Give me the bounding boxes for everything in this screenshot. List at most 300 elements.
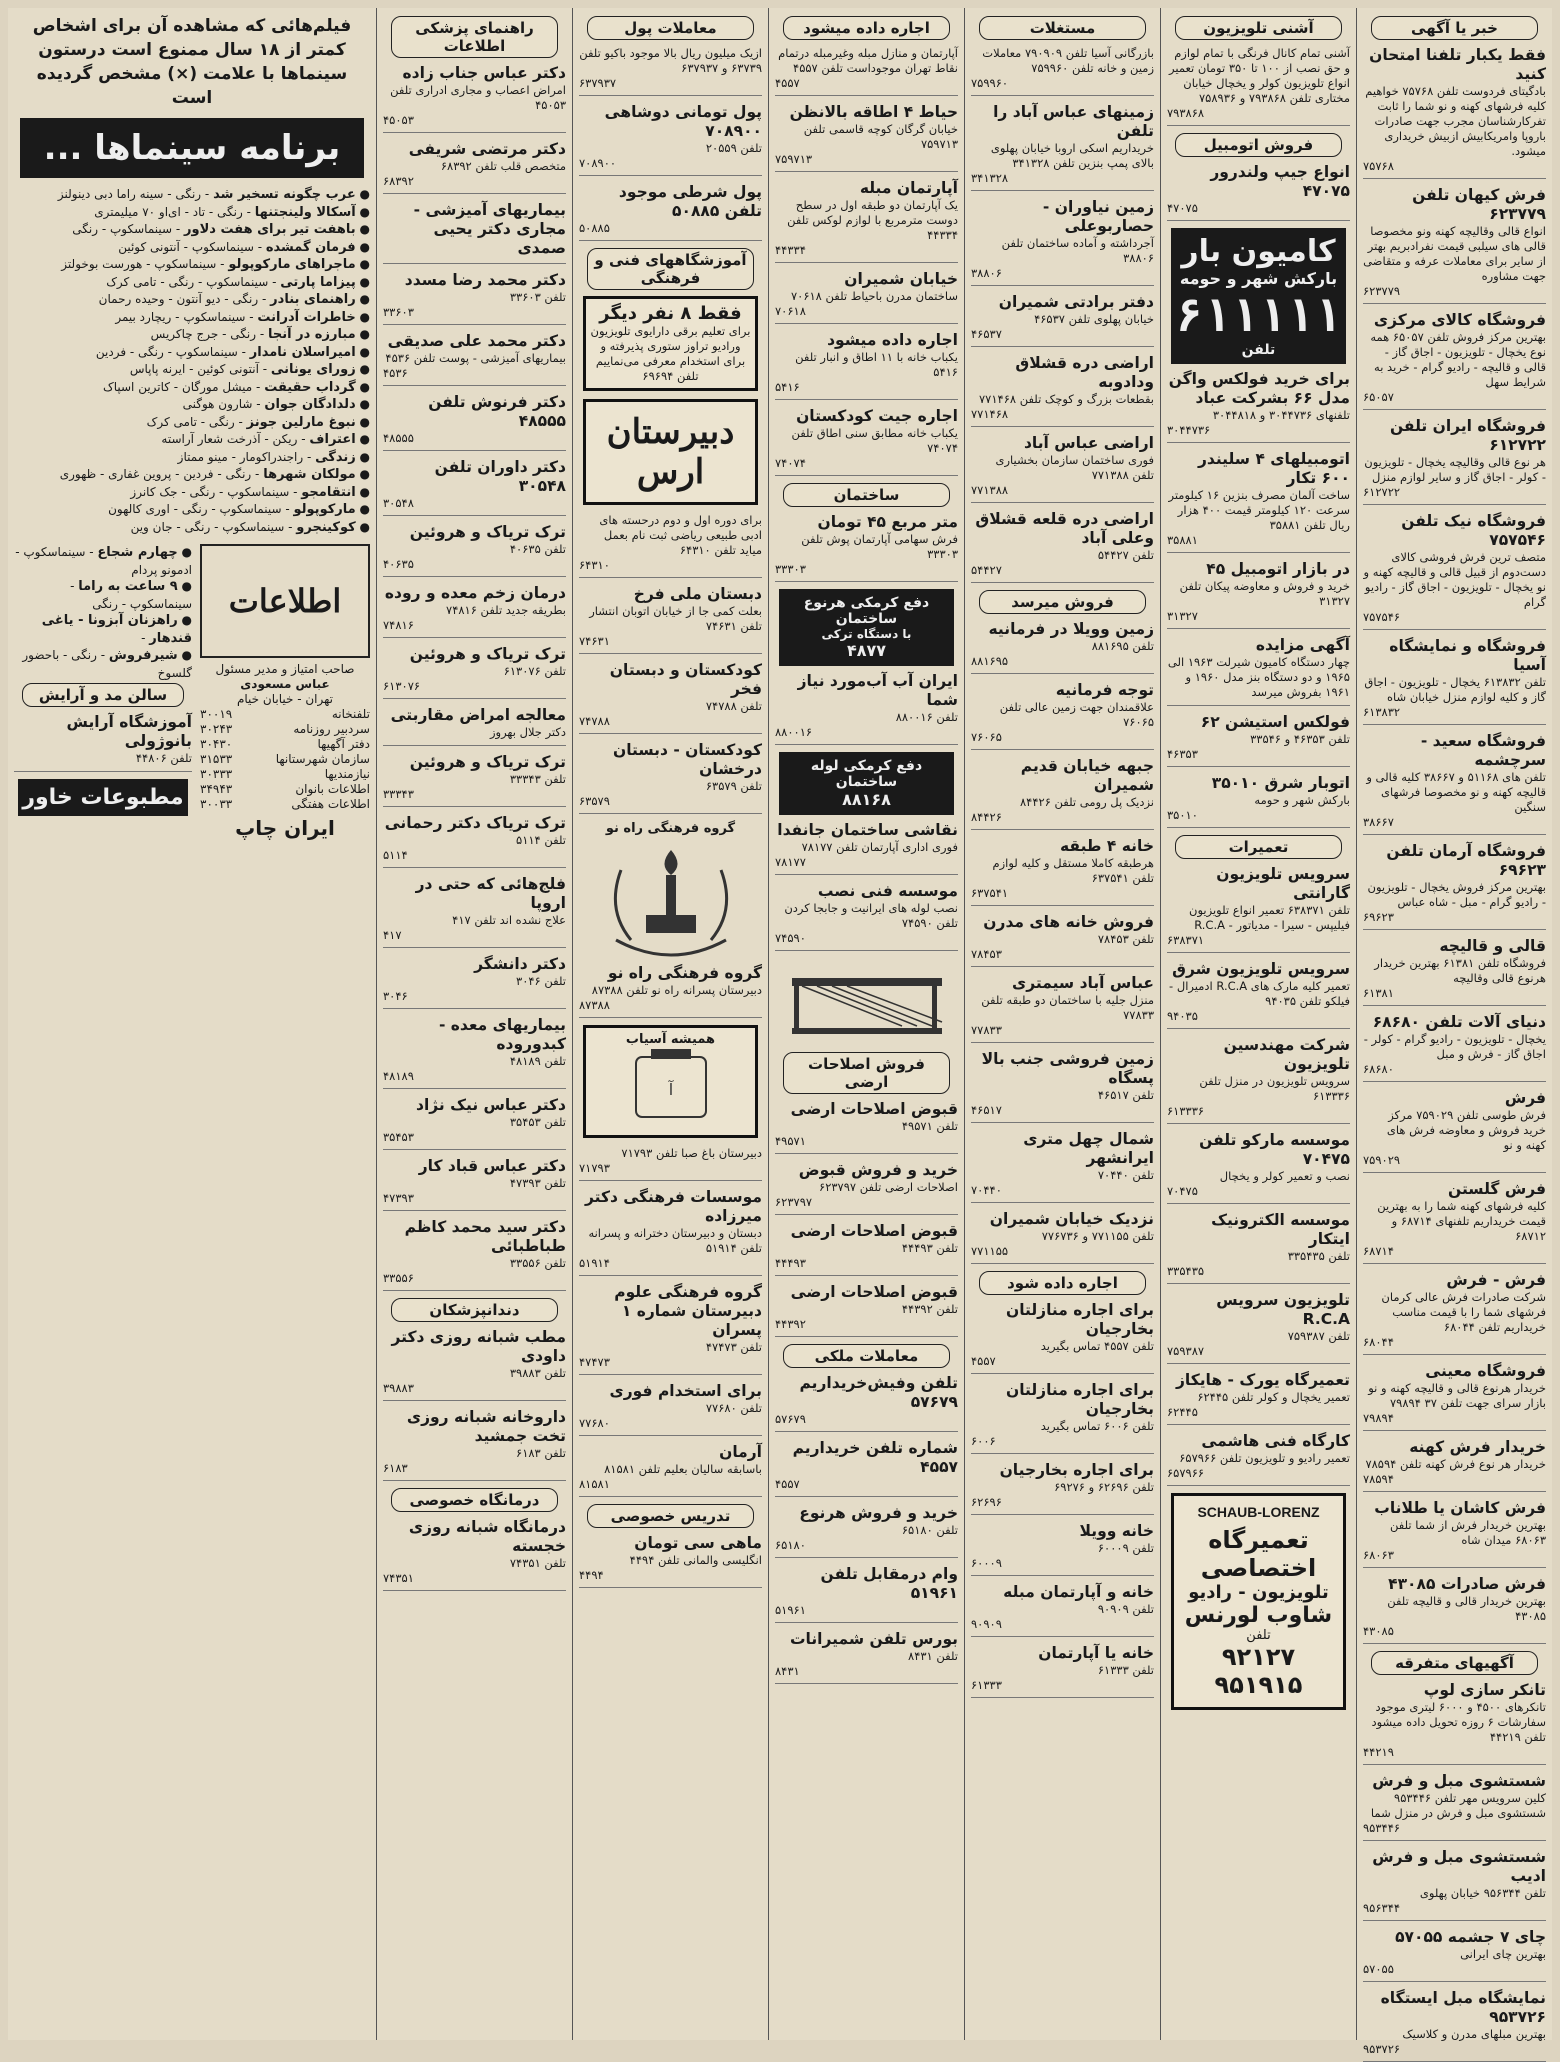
ad-title: زمین وویلا در فرمانیه xyxy=(988,620,1154,638)
ad-title: کودکستان و دبستان فخر xyxy=(609,661,762,698)
ad-phone: ۷۹۳۸۶۸ xyxy=(1167,106,1205,120)
classified-ad xyxy=(971,434,1154,503)
film-details: رنگی - جرج چاکریس xyxy=(150,327,257,341)
ad-title: شماره تلفن خریداریم ۴۵۵۷ xyxy=(792,1439,958,1476)
classified-ad xyxy=(971,510,1154,583)
film-title: ۹ ساعت به راما xyxy=(78,579,178,594)
classified-ad xyxy=(1363,1180,1546,1264)
ad-phone: ۶۲۴۴۵ xyxy=(1167,1405,1198,1419)
ad-body: تلفن ۷۰۴۴۰ xyxy=(1097,1168,1154,1182)
ad-phone: ۷۸۴۵۳ xyxy=(971,947,1002,961)
classified-ad xyxy=(383,1218,566,1291)
classified-ad xyxy=(383,814,566,868)
ad-phone: ۶۰۰۰۹ xyxy=(971,1556,1002,1570)
pest-ad-1-title: دفع کرمکی هرنوع ساختمان xyxy=(803,595,930,627)
classified-ad xyxy=(775,1283,958,1337)
ad-body: یکباب خانه مطابق سنی اطاق تلفن ۷۴۰۷۴ xyxy=(791,426,958,455)
ad-body: تلفن ۳۳۶۰۳ xyxy=(509,290,566,304)
ad-phone: ۴۴۳۳۴ xyxy=(775,243,806,257)
ad-body: تعمیر یخچال و کولر تلفن ۶۲۴۴۵ xyxy=(1197,1390,1350,1404)
cinema-listing: ● راهنمای بنادر - رنگی - دیو آنتون - وحیده رحمان xyxy=(98,292,370,307)
ad-title: ترک تریاک و هروئین xyxy=(409,523,566,541)
ad-body: نصب لوله های ایرانیت و جابجا کردن تلفن ۷۴۵۹۰ xyxy=(784,901,958,930)
phone-value: ۳۰۰۳۳ xyxy=(200,797,233,811)
classified-ad xyxy=(1167,1371,1350,1425)
aras-school-logo xyxy=(583,399,758,505)
section-header: آشنی تلویزیون xyxy=(1175,16,1342,40)
classified-ad xyxy=(1167,865,1350,953)
pipe-structure-illustration xyxy=(782,958,952,1048)
ad-phone: ۶۳۵۷۹ xyxy=(579,794,610,808)
cinema-listing: ● اعتراف - ریکن - آذرخت شعار آراسته xyxy=(161,432,370,447)
ad-phone: ۷۵۹۰۲۹ xyxy=(1363,1153,1401,1167)
ad-body: تانکرهای ۴۵۰۰ و ۶۰۰۰ لیتری موجود سفارشات ۶ روزه تحویل داده میشود تلفن ۴۴۲۱۹ xyxy=(1371,1700,1546,1744)
film-details: ریکن - آذرخت شعار آراسته xyxy=(161,432,298,446)
cinema-listing: ● عرب چگونه تسخیر شد - رنگی - سینه راما دبی دینولنز xyxy=(57,187,370,202)
classified-ad xyxy=(1363,417,1546,505)
film-details: شارون هوگنی xyxy=(182,397,253,411)
ad-body: بارکش شهر و حومه xyxy=(1254,793,1350,807)
classified-ad xyxy=(1363,842,1546,930)
ad-body: هر نوع قالی وقالیچه یخچال - تلویزیون - کولر - اجاق گاز و سایر لوازم منزل xyxy=(1364,455,1546,484)
ad-title: پول تومانی دوشاهی ۷۰۸۹۰۰ xyxy=(604,103,762,140)
classified-ad xyxy=(579,1443,762,1497)
phone-label: سازمان شهرستانها xyxy=(275,752,370,766)
ad-title: داروخانه شبانه روزی تخت جمشید xyxy=(406,1408,566,1445)
ad-phone: ۵۴۴۲۷ xyxy=(971,563,1002,577)
classified-ad xyxy=(383,1157,566,1211)
ad-title: ترک تریاک و هروئین xyxy=(409,753,566,771)
ad-phone: ۸۱۵۸۱ xyxy=(579,1477,610,1491)
ad-phone: ۶۳۷۹۳۷ xyxy=(579,76,617,90)
classified-ad xyxy=(383,201,566,264)
ad-phone: ۷۵۷۶۸ xyxy=(1363,159,1394,173)
classified-ad xyxy=(383,1328,566,1401)
film-title: زورای یونانی xyxy=(270,362,356,377)
ad-phone: ۶۸۷۱۴ xyxy=(1363,1244,1394,1258)
film-details: سینماسکوپ - هورست بوخولتز xyxy=(61,257,217,271)
cinema-listing: ● کوکینجرو - سینماسکوپ - رنگی - جان وین xyxy=(130,519,370,535)
phone-label: سردبیر روزنامه xyxy=(293,722,370,736)
ad-phone: ۷۰۴۷۵ xyxy=(1167,1184,1198,1198)
classified-ad xyxy=(775,1439,958,1497)
ad-body: خریداریم اسکی اروبا خیابان پهلوی بالای پمپ بنزین تلفن ۳۴۱۳۲۸ xyxy=(990,141,1154,170)
ad-title: برای اجاره منازلتان بخارجیان xyxy=(1005,1381,1154,1418)
ad-body: تلفن ۴۶۵۱۷ xyxy=(1097,1088,1154,1102)
print-name: ایران چاپ xyxy=(235,816,335,840)
ad-title: پول شرطی موجود تلفن ۵۰۸۸۵ xyxy=(618,183,762,220)
ad-phone: ۷۰۴۴۰ xyxy=(971,1183,1002,1197)
ad-phone: ۸۸۱۶۹۵ xyxy=(971,654,1009,668)
ad-body: تلفن ۵۱۱۴ xyxy=(516,833,566,847)
ad-phone: ۴۸۵۵۵ xyxy=(383,431,414,445)
ad-title: بیماریهای معده - کبدوروده xyxy=(438,1016,566,1053)
ad-title: موسسه الکترونیک ایتکار xyxy=(1211,1211,1350,1248)
program-continued xyxy=(14,544,200,840)
pest-ad-1-sub: با دستگاه ترکی xyxy=(821,627,912,641)
film-details: سینماسکوپ - رنگی - اوری کالهون xyxy=(108,502,282,516)
ad-title: تانکر سازی لوپ xyxy=(1423,1681,1546,1699)
section-header: اجاره داده شود xyxy=(979,1271,1146,1295)
classified-ad xyxy=(1167,1432,1350,1486)
classified-ad xyxy=(1167,163,1350,221)
ad-phone: ۶۱۳۸۳۲ xyxy=(1363,705,1401,719)
classified-ad xyxy=(1363,46,1546,179)
classified-ad xyxy=(383,458,566,516)
classified-ad xyxy=(971,1461,1154,1515)
ad-body: باسابقه سالیان بعلیم تلفن ۸۱۵۸۱ xyxy=(604,1462,762,1476)
ad-title: نقاشی ساختمان جانفدا xyxy=(777,821,958,839)
ad-body: ساختمان مدرن باحیاط تلفن ۷۰۶۱۸ xyxy=(790,289,958,303)
ad-phone: ۳۸۸۰۶ xyxy=(971,266,1002,280)
ad-body: فرش طوسی تلفن ۷۵۹۰۲۹ مرکز خرید فروش و معاوضه فرش های کهنه و نو xyxy=(1386,1108,1546,1152)
ad-title: کارگاه فنی هاشمی xyxy=(1201,1432,1350,1450)
ad-title: درمانگاه شبانه روزی خجسته xyxy=(408,1518,566,1555)
classified-ad xyxy=(1363,1989,1546,2062)
film-title: پیزاما پارتی xyxy=(280,274,356,290)
classified-ad xyxy=(971,46,1154,96)
ad-body: دبیرستان پسرانه راه نو تلفن ۸۷۳۸۸ xyxy=(591,983,762,997)
classified-ad xyxy=(1363,732,1546,835)
classified-ad xyxy=(775,1630,958,1684)
box-ad-title: تعمیرگاه اختصاصی xyxy=(1200,1526,1317,1582)
ad-title: گروه فرهنگی علوم دبیرستان شماره ۱ پسران xyxy=(614,1283,762,1339)
ad-body: تلفن ۷۴۷۸۸ xyxy=(705,699,762,713)
ad-phone: ۷۴۷۸۸ xyxy=(579,714,610,728)
column-tv-auto xyxy=(1160,8,1356,2040)
svg-text:آ: آ xyxy=(668,1080,673,1099)
school-box-ad xyxy=(583,296,758,391)
pest-ad-2-phone: ۸۸۱۶۸ xyxy=(842,790,891,809)
classified-ad xyxy=(1363,1681,1546,1765)
ad-title: اتوبار شرق ۳۵۰۱۰ xyxy=(1211,774,1350,792)
section-header: معاملات ملکی xyxy=(783,1344,950,1368)
ad-title: دکتر عباس نیک نژاد xyxy=(416,1096,566,1114)
classified-ad xyxy=(1363,937,1546,1006)
ad-title: خرید و فروش قبوض xyxy=(798,1161,958,1179)
ad-body: تلفن ۴۷۴۷۳ xyxy=(705,1340,762,1354)
ad-body: تلفن ۴۹۵۷۱ xyxy=(901,1119,958,1133)
ad-body: آجرداشته و آماده ساختمان تلفن ۳۸۸۰۶ xyxy=(1001,236,1154,265)
ad-phone: ۷۸۵۹۴ xyxy=(1363,1472,1394,1486)
phone-label: اطلاعات هفتگی xyxy=(291,797,370,811)
classified-ad xyxy=(1167,46,1350,126)
ad-body: دبیرستان باغ صبا تلفن ۷۱۷۹۳ xyxy=(621,1146,762,1160)
rah-no-title: گروه فرهنگی راه نو xyxy=(605,821,736,836)
film-title: امیراسلان نامدار xyxy=(249,344,356,360)
ad-body: تلفن ۵۴۴۲۷ xyxy=(1097,548,1154,562)
classified-ad xyxy=(971,1583,1154,1637)
truck-ad-sub: بارکش شهر و حومه xyxy=(1179,269,1338,288)
ad-title: دبستان ملی فرخ xyxy=(633,585,762,603)
ad-body: تلفن ۶۳۵۷۹ xyxy=(705,779,762,793)
phone-row xyxy=(200,782,370,797)
salon-body: تلفن ۴۴۸۰۶ xyxy=(135,751,192,765)
ad-phone: ۵۱۹۶۱ xyxy=(775,1603,806,1617)
cinema-listing: ● زورای یونانی - آنتونی کوئین - ایرنه پاپاس xyxy=(129,362,370,377)
phone-row xyxy=(200,707,370,722)
phone-value: ۳۰۲۴۳ xyxy=(200,722,233,736)
ad-body: تلفن ۶۱۳۰۷۶ xyxy=(503,664,566,678)
ad-body: متخصص قلب تلفن ۶۸۳۹۲ xyxy=(440,159,566,173)
salon-ad xyxy=(14,713,192,772)
ad-phone: ۹۵۳۷۲۶ xyxy=(1363,2042,1401,2056)
ad-title: موسسات فرهنگی دکتر میرزاده xyxy=(584,1188,762,1225)
ad-body: آپارتمان و منازل مبله وغیرمبله درتمام نقاط تهران موجوداست تلفن ۴۵۵۷ xyxy=(778,46,958,75)
ad-title: بیماریهای آمیزشی - مجاری دکتر یحیی صمدی xyxy=(413,201,566,257)
ad-phone: ۶۰۰۶ xyxy=(971,1434,996,1448)
ad-phone: ۴۸۱۸۹ xyxy=(383,1069,414,1083)
classified-ad xyxy=(1167,713,1350,767)
classified-ad xyxy=(971,1301,1154,1374)
ad-phone: ۶۸۳۹۲ xyxy=(383,174,414,188)
ettelaat-logo: اطلاعات xyxy=(200,544,370,658)
cinema-listing: ● راهزنان آبزونا - یاغی قندهار - xyxy=(41,613,192,646)
film-title: راهنمای بنادر xyxy=(270,292,356,307)
section-header: دندانپزشکان xyxy=(391,1298,558,1322)
classified-ad xyxy=(1167,636,1350,706)
ad-body: فوری ساختمان سازمان بخشیاری تلفن ۷۷۱۳۸۸ xyxy=(995,453,1154,482)
ad-body: برای دوره اول و دوم درحسته های ادبی طبیعی ریاضی ثبت نام بعمل میاید تلفن ۶۴۳۱۰ xyxy=(599,513,762,557)
ad-phone: ۷۷۶۸۰ xyxy=(579,1416,610,1430)
film-details: سینماسکوپ - رنگی - جان وین xyxy=(130,519,285,534)
classified-ad xyxy=(383,523,566,577)
ad-body: بقطعات بزرگ و کوچک تلفن ۷۷۱۴۶۸ xyxy=(978,392,1154,406)
ad-body: تلفن ۴۰۶۳۵ xyxy=(509,542,566,556)
cinema-listing: ● انتقامجو - سینماسکوپ - رنگی - جک کانرز xyxy=(130,484,370,500)
ad-body: تلفن ۶۳۸۳۷۱ تعمیر انواع تلویزیون فیلیپس - سیرا - مدیاتور - R.C.A xyxy=(1189,903,1350,932)
ad-phone: ۸۴۴۲۶ xyxy=(971,810,1002,824)
section-header: فروش میرسد xyxy=(979,590,1146,614)
classified-ad xyxy=(775,46,958,96)
ad-body: بهترین خریدار قالی و قالیچه تلفن ۴۳۰۸۵ xyxy=(1387,1594,1546,1623)
ad-phone: ۶۵۱۸۰ xyxy=(775,1538,806,1552)
film-title: فرمان گمشده xyxy=(265,239,356,255)
film-details: آنتونی کوئین - ایرنه پاپاس xyxy=(129,362,259,376)
ad-body: خرید و فروش و معاوضه پیکان تلفن ۳۱۳۲۷ xyxy=(1179,579,1350,608)
film-details: رنگی - دیو آنتون - وحیده رحمان xyxy=(98,292,259,306)
ad-phone: ۶۲۳۷۹۷ xyxy=(775,1195,813,1209)
ad-title: فروشگاه معینی xyxy=(1425,1362,1546,1380)
ad-body: تلفن ۶۱۳۳۳ xyxy=(1097,1663,1154,1677)
ad-phone: ۴۶۳۵۳ xyxy=(1167,747,1198,761)
cinema-listing: ● نبوغ مارلین جونز - رنگی - تامی کرک xyxy=(146,414,370,430)
ad-title: توجه فرمانیه xyxy=(1055,681,1154,699)
classified-ad xyxy=(1363,1089,1546,1173)
pest-ad-2-title: دفع کرمکی لوله ساختمان xyxy=(810,758,923,790)
ad-phone: ۷۵۹۳۸۷ xyxy=(1167,1344,1205,1358)
ad-body: تلفن ۲۰۵۵۹ xyxy=(705,141,762,155)
ad-phone: ۴۶۵۳۷ xyxy=(971,327,1002,341)
classified-ad xyxy=(383,584,566,638)
ad-body: تلفن ۴۸۱۸۹ xyxy=(509,1054,566,1068)
ad-title: اراضی دره قلعه قشلاق وعلی آباد xyxy=(975,510,1154,547)
classified-ad xyxy=(971,913,1154,967)
column-finance-schools xyxy=(572,8,768,2040)
ad-title: دکتر مرتضی شریفی xyxy=(408,140,566,158)
ad-title: خیابان شمیران xyxy=(844,270,958,288)
film-title: کوکینجرو xyxy=(296,519,356,535)
ad-title: خانه و آپارتمان مبله xyxy=(1003,1583,1154,1601)
section-header: خبر یا آگهی xyxy=(1371,16,1538,40)
phone-label: تلفنخانه xyxy=(331,707,370,721)
film-title: راهزنان آبزونا - یاغی قندهار xyxy=(41,613,192,646)
ad-title: برای اجاره بخارجیان xyxy=(999,1461,1154,1479)
ad-title: فلج‌هائی که حتی در اروپا xyxy=(415,875,566,912)
ad-body: تلفن ۷۸۴۵۳ xyxy=(1097,932,1154,946)
ad-body: یکباب خانه با ۱۱ اطاق و انبار تلفن ۵۴۱۶ xyxy=(795,350,958,379)
ad-phone: ۳۳۵۵۶ xyxy=(383,1271,414,1285)
classified-ad xyxy=(1363,1575,1546,1644)
classified-ad xyxy=(1363,1928,1546,1982)
ad-phone: ۷۰۶۱۸ xyxy=(775,304,806,318)
cinema-listing: ● زندگی - راجندراکومار - مینو ممتاز xyxy=(177,449,370,465)
classified-ad xyxy=(579,46,762,96)
ad-title: فرش صادرات ۴۳۰۸۵ xyxy=(1388,1575,1546,1593)
ad-title: زمینهای عباس آباد را تلفن xyxy=(993,103,1154,140)
ad-body: فروشگاه تلفن ۶۱۳۸۱ بهترین خریدار هرنوع قالی وقالیچه xyxy=(1374,956,1546,985)
ad-phone: ۹۰۹۰۹ xyxy=(971,1617,1002,1631)
ad-title: اجاره جیت کودکستان xyxy=(796,407,958,425)
classified-ad xyxy=(971,1130,1154,1203)
phone-row xyxy=(200,722,370,737)
ad-body: تلفن ۹۵۶۳۴۴ خیابان پهلوی xyxy=(1419,1886,1546,1900)
ad-title: حیاط ۴ اطاقه بالانظن xyxy=(789,103,958,121)
ad-phone: ۵۷۰۵۵ xyxy=(1363,1962,1394,1976)
ad-phone: ۴۵۰۵۳ xyxy=(383,113,414,127)
classified-ad xyxy=(383,1518,566,1591)
newspaper-page xyxy=(8,8,1552,2056)
ad-phone: ۳۳۵۴۳۵ xyxy=(1167,1264,1205,1278)
ad-body: تلفن ۳۰۴۶ xyxy=(516,974,566,988)
film-title: باهفت تیر برای هفت دلاور xyxy=(184,222,356,237)
film-title: ماجراهای مارکوپولو xyxy=(228,257,356,272)
ad-title: شمال چهل متری ایرانشهر xyxy=(1023,1130,1154,1167)
classified-ad xyxy=(971,293,1154,347)
classified-ad xyxy=(971,837,1154,906)
ad-body: ساخت آلمان مصرف بنزین ۱۶ کیلومتر سرعت ۱۲۰ کیلومتر قیمت ۴۰۰ هزار ریال تلفن ۳۵۸۸۱ xyxy=(1168,488,1350,532)
ad-title: نمایشگاه مبل ایستگاه ۹۵۳۷۲۶ xyxy=(1380,1989,1546,2026)
section-header: درمانگاه خصوصی xyxy=(391,1488,558,1512)
ad-title: اراضی عباس آباد xyxy=(1023,434,1154,452)
classified-ad xyxy=(1363,637,1546,725)
ad-title: دکتر فرنوش تلفن ۴۸۵۵۵ xyxy=(428,393,566,430)
classified-ad xyxy=(1363,512,1546,630)
ad-body: بازرگانی آسیا تلفن ۷۹۰۹۰۹ معاملات زمین و خانه تلفن ۷۵۹۹۶۰ xyxy=(982,46,1154,75)
classified-ad xyxy=(1363,1848,1546,1921)
film-title: انتقامجو xyxy=(301,484,356,500)
classified-ad xyxy=(1363,1271,1546,1355)
classified-ad xyxy=(1363,1362,1546,1431)
khavar-brand: مطبوعات خاور xyxy=(18,779,188,816)
ad-phone: ۶۵۰۵۷ xyxy=(1363,390,1394,404)
ad-title: ترک تریاک و هروئین xyxy=(409,645,566,663)
ad-title: فرش گلستن xyxy=(1448,1180,1546,1198)
ad-phone: ۳۸۶۶۷ xyxy=(1363,815,1394,829)
ad-body: تلفن ۳۹۸۸۳ xyxy=(509,1366,566,1380)
ad-body: فرش سهامی آپارتمان پوش تلفن ۳۳۳۰۳ xyxy=(801,532,958,561)
ad-phone: ۹۵۶۳۴۴ xyxy=(1363,1901,1401,1915)
classified-ad xyxy=(383,645,566,699)
ad-body: تلفن ۴۶۳۵۳ و ۳۳۵۴۶ xyxy=(1250,732,1350,746)
classified-ad xyxy=(579,1146,762,1181)
phone-value: ۳۰۴۳۰ xyxy=(200,737,233,751)
ad-phone: ۴۷۳۹۳ xyxy=(383,1191,414,1205)
classified-ad xyxy=(775,1504,958,1558)
ad-body: تلفن ۷۷۱۱۵۵ و ۷۷۶۷۳۶ xyxy=(1041,1229,1154,1243)
ad-phone: ۷۹۸۹۴ xyxy=(1363,1411,1394,1425)
classified-ad xyxy=(971,620,1154,674)
school-box-body: برای تعلیم برقی دارایوی تلویزیون ورادیو تراوز ستوری پذیرفته و برای استخدام معرفی می‌نماییم تلفن ۶۹۶۹۴ xyxy=(590,324,751,383)
cinema-listing: ● مبارزه در آنجا - رنگی - جرج چاکریس xyxy=(150,327,370,342)
ad-body: تلفن ۳۳۵۴۳۵ xyxy=(1287,1249,1350,1263)
ad-body: فوری اداری آپارتمان تلفن ۷۸۱۷۷ xyxy=(801,840,958,854)
ad-phone: ۶۲۳۷۷۹ xyxy=(1363,284,1401,298)
ad-body: بطریقه جدید تلفن ۷۴۸۱۶ xyxy=(446,603,566,617)
ad-title: خانه وویلا xyxy=(1079,1522,1154,1540)
publisher-title: صاحب امتیاز و مدیر مسئول xyxy=(215,662,355,676)
ad-title: آپارتمان مبله xyxy=(859,179,958,197)
film-details: رنگی - سینه راما دبی دینولنز xyxy=(57,187,202,201)
film-details: رنگی - باحضور گلسوخ xyxy=(22,648,192,680)
classified-ad xyxy=(1167,1291,1350,1364)
classified-ad xyxy=(383,875,566,948)
ad-phone: ۶۵۷۹۶۶ xyxy=(1167,1466,1205,1480)
ad-title: اراضی دره قشلاق ودادوبه xyxy=(1015,354,1154,391)
classified-ad xyxy=(579,585,762,654)
ad-phone: ۳۳۳۰۳ xyxy=(775,562,806,576)
ad-title: نزدیک خیابان شمیران xyxy=(989,1210,1154,1228)
ad-phone: ۷۴۳۵۱ xyxy=(383,1571,414,1585)
ad-phone: ۶۸۰۴۴ xyxy=(1363,1335,1394,1349)
cinema-listing: ● آسکالا ولینجتنها - رنگی - تاد - ای‌او ۷۰ میلیمتری xyxy=(94,204,370,220)
ad-body: تلفن ۴۵۵۷ تماس بگیرید xyxy=(1040,1339,1154,1353)
ad-title: سرویس تلویزیون گارانتی xyxy=(1216,865,1350,902)
classified-ad xyxy=(579,964,762,1018)
ad-title: خریدار فرش کهنه xyxy=(1409,1438,1546,1456)
ad-title: ترک تریاک دکتر رحمانی xyxy=(384,814,566,832)
classified-ad xyxy=(775,513,958,582)
classified-ad xyxy=(1363,1772,1546,1841)
classified-ad xyxy=(1363,1499,1546,1568)
box-ad-sub: تلویزیون - رادیو xyxy=(1188,1582,1329,1603)
film-title: مبارزه در آنجا xyxy=(268,327,356,342)
ad-body: تلفن ۹۰۹۰۹ xyxy=(1097,1602,1154,1616)
ad-title: تلفن وفیش‌خریداریم ۵۷۶۷۹ xyxy=(799,1374,958,1411)
ad-title: گروه فرهنگی راه نو xyxy=(607,964,762,982)
ad-body: تلفن ۶۵۱۸۰ xyxy=(901,1523,958,1537)
section-header: تدریس خصوصی xyxy=(587,1504,754,1528)
classified-ad xyxy=(579,1534,762,1588)
ad-phone: ۵۴۱۶ xyxy=(775,380,800,394)
ad-phone: ۶۳۷۵۴۱ xyxy=(971,886,1009,900)
phone-label: نیازمندیها xyxy=(324,767,370,781)
ad-phone: ۵۰۸۸۵ xyxy=(579,221,610,235)
phone-value: ۳۰۰۱۹ xyxy=(200,707,233,721)
ad-title: دکتر سید محمد کاظم طباطبائی xyxy=(404,1218,566,1255)
ad-title: مطب شبانه روزی دکتر داودی xyxy=(391,1328,566,1365)
aspirin-bottle-illustration xyxy=(596,1047,746,1127)
ad-phone: ۴۴۹۴ xyxy=(579,1568,604,1582)
ad-body: تلفن ۳۳۵۵۶ xyxy=(509,1256,566,1270)
section-header: فروش اتومبیل xyxy=(1175,133,1342,157)
ad-title: ایران آب آب‌مورد نیاز شما xyxy=(797,672,958,709)
ad-phone: ۳۵۸۸۱ xyxy=(1167,533,1198,547)
ad-body: هرطبقه کاملا مستقل و کلیه لوازم تلفن ۶۳۷۵۴۱ xyxy=(992,856,1154,885)
ad-title: زمین فروشی جنب بالا پسگاه xyxy=(981,1050,1154,1087)
classified-ad xyxy=(579,1188,762,1276)
ad-phone: ۶۹۶۲۳ xyxy=(1363,910,1394,924)
